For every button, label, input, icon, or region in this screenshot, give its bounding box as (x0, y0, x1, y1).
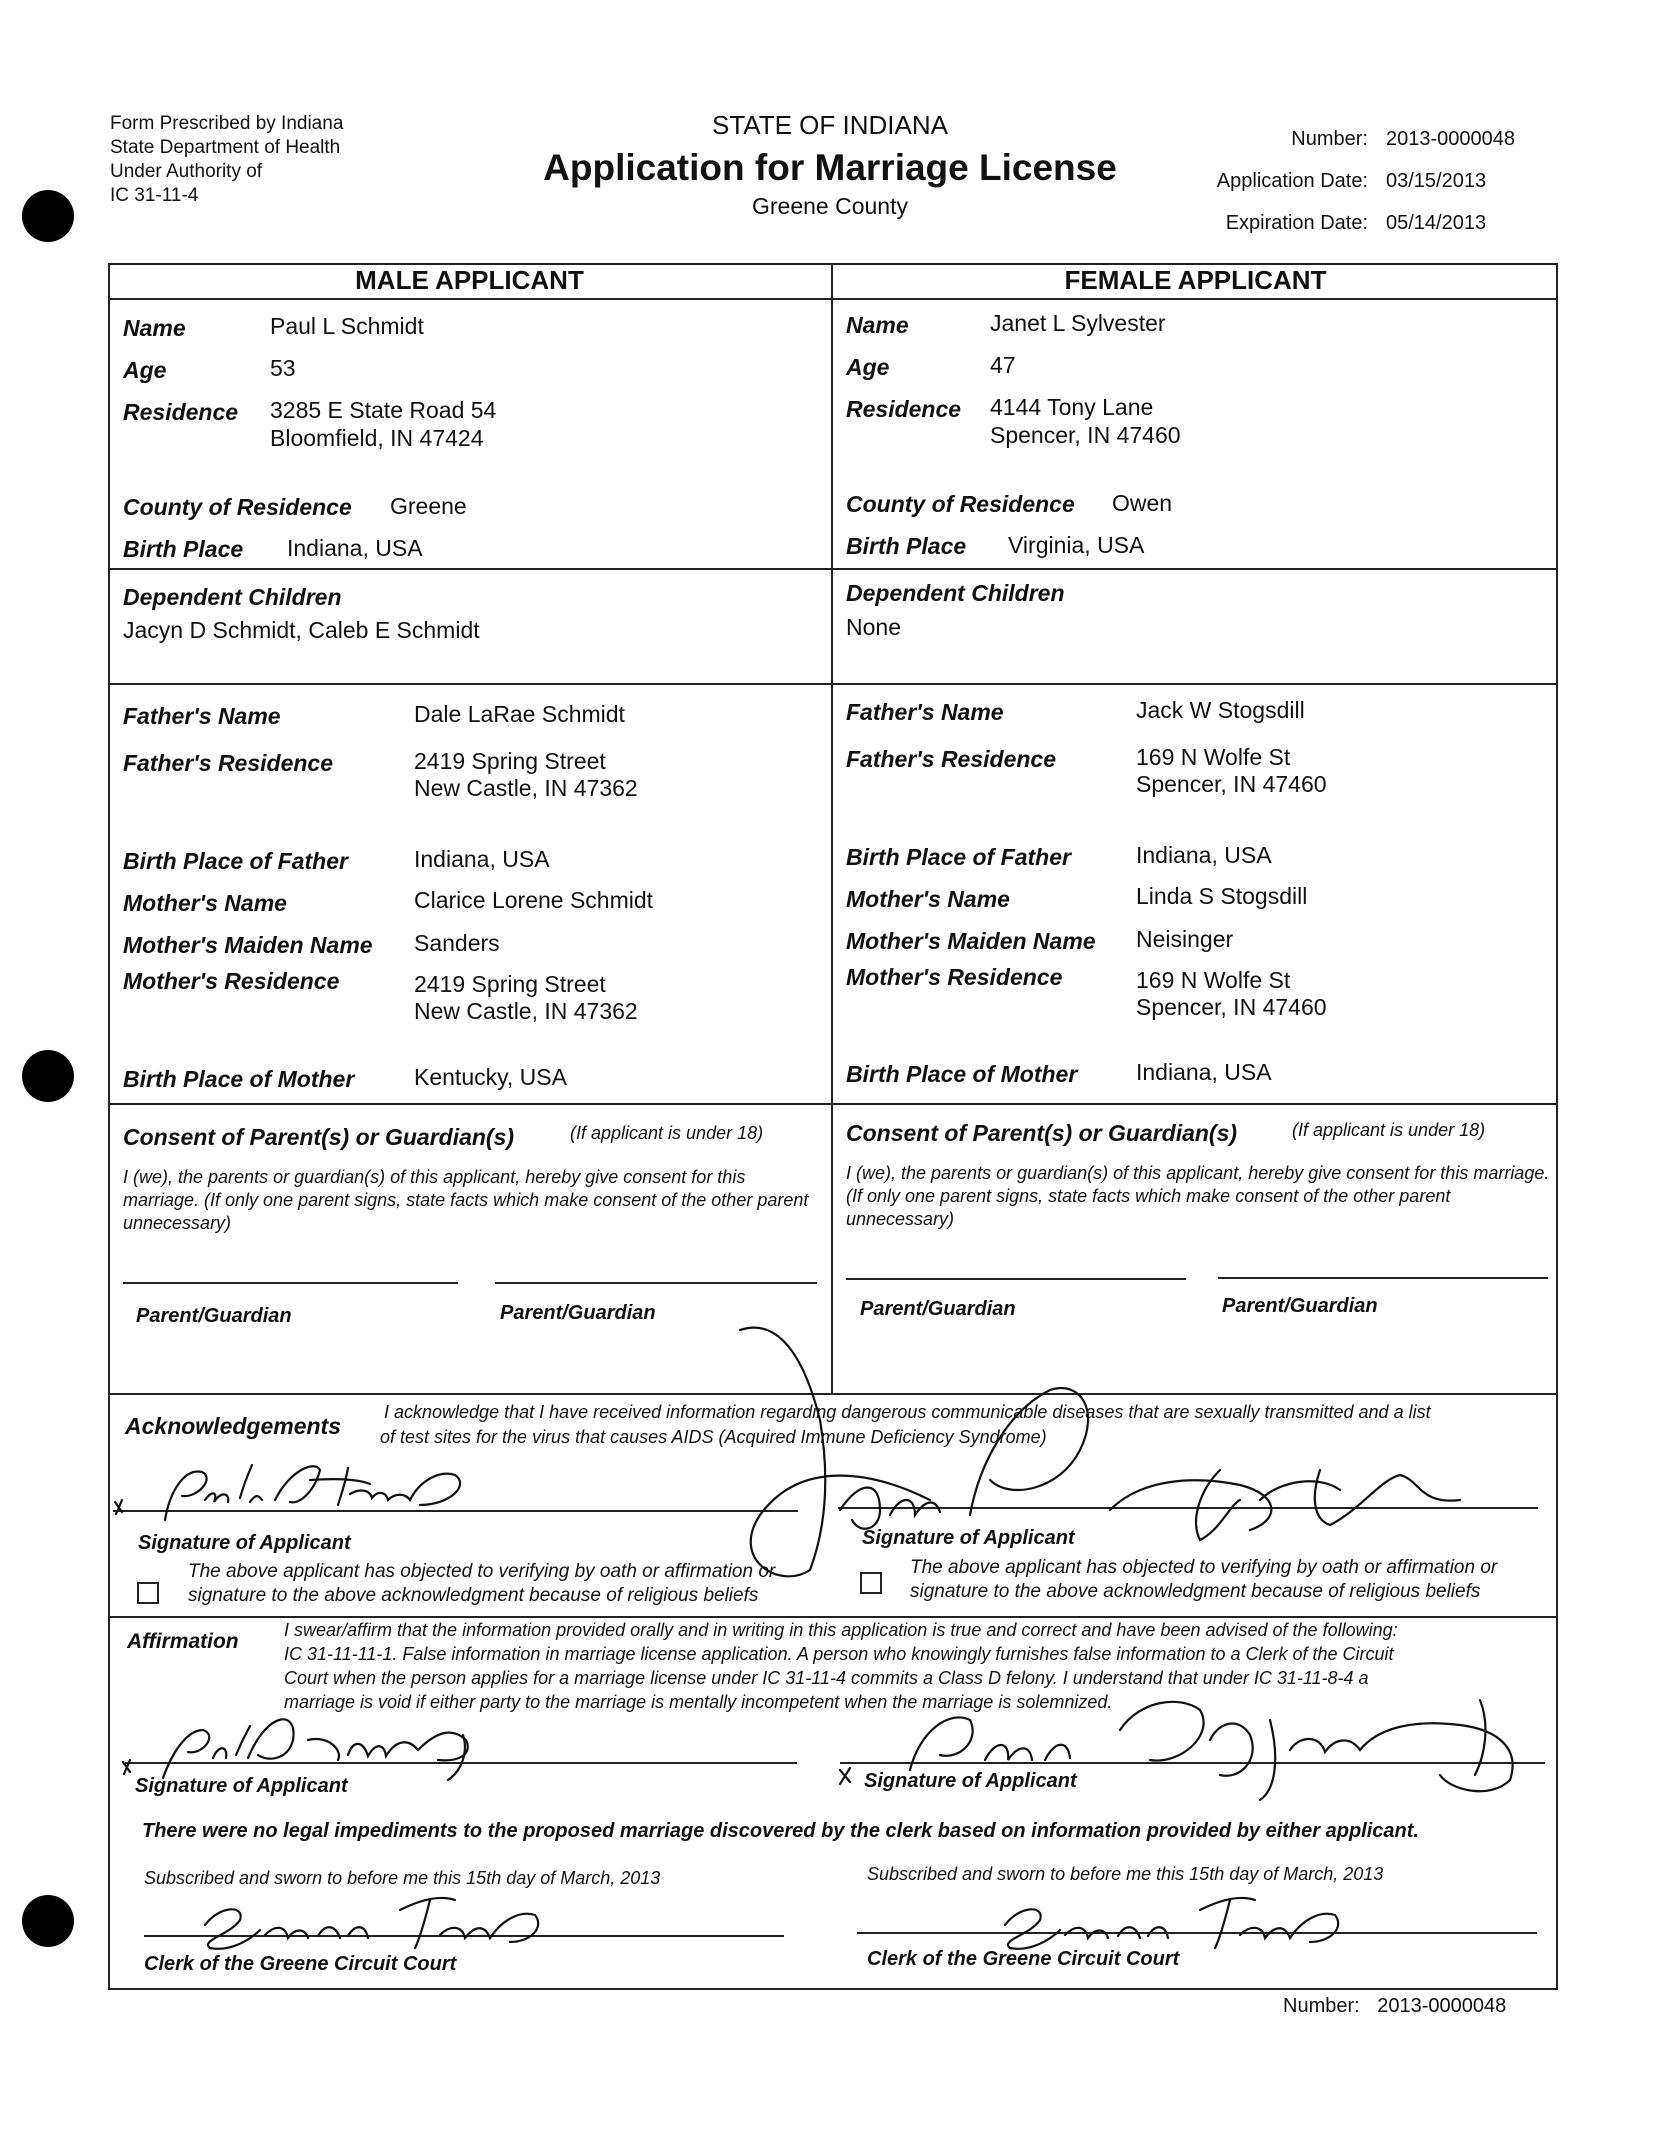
female-county-label: County of Residence (846, 491, 1075, 517)
footer-number-value: 2013-0000048 (1377, 1995, 1507, 2017)
male-father-birthplace-value: Indiana, USA (414, 846, 550, 872)
application-date-label: Application Date: (1216, 170, 1368, 192)
affirmation-title: Affirmation (127, 1630, 239, 1653)
female-residence-label: Residence (846, 396, 962, 422)
ack-female-signature-label: Signature of Applicant (862, 1527, 1075, 1549)
male-mothers-maiden-value: Sanders (414, 930, 500, 956)
female-mothers-maiden-value: Neisinger (1136, 926, 1234, 952)
female-father-birthplace-value: Indiana, USA (1136, 842, 1272, 868)
male-name-label: Name (123, 315, 186, 341)
male-mother-birthplace-value: Kentucky, USA (414, 1064, 567, 1090)
acknowledgements-text-line2: of test sites for the virus that causes AIDS (Acquired Immune Deficiency Syndrome) (380, 1427, 1047, 1447)
male-mothers-maiden-label: Mother's Maiden Name (123, 932, 373, 958)
form-title-block (480, 110, 1180, 220)
expiration-date-label: Expiration Date: (1225, 212, 1368, 234)
number-label: Number: (1291, 128, 1368, 150)
male-applicant-heading: MALE APPLICANT (355, 265, 584, 295)
male-residence-label: Residence (123, 399, 239, 425)
female-father-birthplace-label: Birth Place of Father (846, 844, 1071, 870)
male-birthplace-value: Indiana, USA (287, 535, 423, 561)
female-mother-birthplace-value: Indiana, USA (1136, 1059, 1272, 1085)
affirmation-line: Court when the person applies for a marriage license under IC 31-11-4 commits a Class D felony. I understand that under IC 31-11-8-4 a (284, 1668, 1369, 1688)
punch-hole-bottom (22, 1895, 74, 1947)
female-mothers-residence-label: Mother's Residence (846, 964, 1063, 990)
female-birthplace-value: Virginia, USA (1008, 532, 1145, 558)
male-name-value: Paul L Schmidt (270, 313, 424, 339)
male-age-value: 53 (270, 355, 296, 381)
divider (108, 1103, 1558, 1105)
female-residence-line2: Spencer, IN 47460 (990, 422, 1181, 448)
footer-number-label: Number: (1283, 1995, 1360, 2017)
punch-hole-middle (22, 1050, 74, 1102)
female-mother-birthplace-label: Birth Place of Mother (846, 1061, 1078, 1087)
column-divider (831, 263, 833, 1393)
male-parent-signature-line-2 (495, 1282, 817, 1284)
male-fathers-name-value: Dale LaRae Schmidt (414, 701, 625, 727)
female-consent-note: (If applicant is under 18) (1292, 1120, 1486, 1140)
prescribed-line: IC 31-11-4 (110, 185, 199, 206)
male-dependent-children-label: Dependent Children (123, 584, 342, 610)
female-dependent-children-value: None (846, 614, 901, 640)
female-birthplace-label: Birth Place (846, 533, 967, 559)
prescribed-line: State Department of Health (110, 137, 341, 158)
male-fathers-name-label: Father's Name (123, 703, 281, 729)
male-mothers-name-value: Clarice Lorene Schmidt (414, 887, 654, 913)
affirmation-line: IC 31-11-11-1. False information in marriage license application. A person who knowingly furnishes false information to a Clerk of the Circuit (284, 1644, 1394, 1664)
female-parent-guardian-label-2: Parent/Guardian (1222, 1295, 1378, 1317)
female-consent-title: Consent of Parent(s) or Guardian(s) (846, 1120, 1238, 1146)
male-religious-objection-checkbox[interactable] (137, 1582, 159, 1604)
male-clerk-label: Clerk of the Greene Circuit Court (144, 1953, 457, 1975)
application-date-value: 03/15/2013 (1386, 170, 1487, 192)
female-clerk-signature (990, 1880, 1370, 1960)
objection-line: The above applicant has objected to verifying by oath or affirmation or (910, 1557, 1498, 1578)
male-fathers-residence-line1: 2419 Spring Street (414, 748, 606, 774)
female-name-value: Janet L Sylvester (990, 310, 1166, 336)
male-dependent-children-value: Jacyn D Schmidt, Caleb E Schmidt (123, 617, 480, 643)
county-name: Greene County (752, 193, 908, 219)
ack-male-signature-label: Signature of Applicant (138, 1532, 351, 1554)
female-affirmation-signature (820, 1680, 1560, 1810)
male-consent-title: Consent of Parent(s) or Guardian(s) (123, 1124, 515, 1150)
female-mothers-residence-line1: 169 N Wolfe St (1136, 967, 1291, 993)
male-consent-note: (If applicant is under 18) (570, 1123, 764, 1143)
female-residence-line1: 4144 Tony Lane (990, 394, 1154, 420)
male-residence-line2: Bloomfield, IN 47424 (270, 425, 484, 451)
male-mothers-name-label: Mother's Name (123, 890, 287, 916)
divider (108, 568, 1558, 570)
female-applicant-heading: FEMALE APPLICANT (1064, 265, 1327, 295)
male-county-label: County of Residence (123, 494, 352, 520)
female-fathers-residence-label: Father's Residence (846, 746, 1056, 772)
form-prescribed-note (110, 112, 343, 208)
male-age-label: Age (123, 357, 167, 383)
acknowledgements-text-line1: I acknowledge that I have received information regarding dangerous communicable diseases that are sexually transmitted and a list (384, 1402, 1431, 1422)
punch-hole-top (22, 190, 74, 242)
male-father-birthplace-label: Birth Place of Father (123, 848, 348, 874)
male-religious-objection-text (188, 1560, 775, 1608)
affirmation-line: marriage is void if either party to the marriage is mentally incompetent when the marriage is solemnized. (284, 1692, 1113, 1712)
female-name-label: Name (846, 312, 909, 338)
affirmation-line: I swear/affirm that the information provided orally and in writing in this application is true and correct and have been advised of the following: (284, 1620, 1398, 1640)
page-title: Application for Marriage License (543, 147, 1117, 188)
female-mothers-maiden-label: Mother's Maiden Name (846, 928, 1096, 954)
no-impediments-statement: There were no legal impediments to the proposed marriage discovered by the clerk based on information provided by either applicant. (142, 1820, 1419, 1842)
female-mothers-residence-line2: Spencer, IN 47460 (1136, 994, 1327, 1020)
objection-line: The above applicant has objected to verifying by oath or affirmation or (188, 1561, 776, 1582)
male-ack-signature (110, 1450, 490, 1530)
divider (108, 298, 1558, 300)
female-consent-text: I (we), the parents or guardian(s) of this applicant, hereby give consent for this marriage. (If only one parent signs, state facts which make consent of the other parent unnecessary) (846, 1163, 1550, 1229)
male-residence-line1: 3285 E State Road 54 (270, 397, 497, 423)
female-fathers-name-label: Father's Name (846, 699, 1004, 725)
male-subscribed-text: Subscribed and sworn to before me this 15th day of March, 2013 (144, 1868, 661, 1888)
male-clerk-signature (190, 1880, 550, 1960)
male-mother-birthplace-label: Birth Place of Mother (123, 1066, 355, 1092)
number-value: 2013-0000048 (1386, 128, 1516, 150)
male-birthplace-label: Birth Place (123, 536, 244, 562)
female-parent-signature-line-2 (1218, 1277, 1548, 1279)
male-parent-signature-line-1 (123, 1282, 458, 1284)
objection-line: signature to the above acknowledgment because of religious beliefs (188, 1585, 759, 1606)
female-mothers-name-value: Linda S Stogsdill (1136, 883, 1308, 909)
male-mothers-residence-line2: New Castle, IN 47362 (414, 998, 638, 1024)
female-parent-guardian-label-1: Parent/Guardian (860, 1298, 1016, 1320)
female-subscribed-text: Subscribed and sworn to before me this 15th day of March, 2013 (867, 1864, 1384, 1884)
female-age-value: 47 (990, 352, 1016, 378)
male-consent-text: I (we), the parents or guardian(s) of this applicant, hereby give consent for this marriage. (If only one parent signs, state facts which make consent of the other parent unnecessary) (123, 1167, 809, 1233)
male-fathers-residence-label: Father's Residence (123, 750, 333, 776)
male-parent-guardian-label-2: Parent/Guardian (500, 1302, 656, 1324)
form-meta (1150, 118, 1515, 244)
female-county-value: Owen (1112, 490, 1173, 516)
male-county-value: Greene (390, 493, 467, 519)
expiration-date-value: 05/14/2013 (1386, 212, 1487, 234)
affirm-male-signature-label: Signature of Applicant (135, 1775, 348, 1797)
male-affirmation-signature (118, 1700, 498, 1790)
male-parent-guardian-label-1: Parent/Guardian (136, 1305, 292, 1327)
male-mothers-residence-line1: 2419 Spring Street (414, 971, 606, 997)
objection-line: signature to the above acknowledgment because of religious beliefs (910, 1581, 1481, 1602)
female-age-label: Age (846, 354, 890, 380)
footer-number (1283, 1995, 1506, 2018)
male-mothers-residence-label: Mother's Residence (123, 968, 340, 994)
female-fathers-residence-line1: 169 N Wolfe St (1136, 744, 1291, 770)
female-dependent-children-label: Dependent Children (846, 580, 1065, 606)
prescribed-line: Form Prescribed by Indiana (110, 113, 344, 134)
female-mothers-name-label: Mother's Name (846, 886, 1010, 912)
female-clerk-label: Clerk of the Greene Circuit Court (867, 1948, 1180, 1970)
affirm-female-signature-label: Signature of Applicant (864, 1770, 1077, 1792)
divider (108, 683, 1558, 685)
prescribed-line: Under Authority of (110, 161, 263, 182)
female-ack-signature (720, 1300, 1520, 1600)
female-fathers-residence-line2: Spencer, IN 47460 (1136, 771, 1327, 797)
acknowledgements-title: Acknowledgements (125, 1413, 341, 1439)
female-parent-signature-line-1 (846, 1278, 1186, 1280)
female-fathers-name-value: Jack W Stogsdill (1136, 697, 1305, 723)
male-fathers-residence-line2: New Castle, IN 47362 (414, 775, 638, 801)
state-name: STATE OF INDIANA (712, 110, 948, 140)
